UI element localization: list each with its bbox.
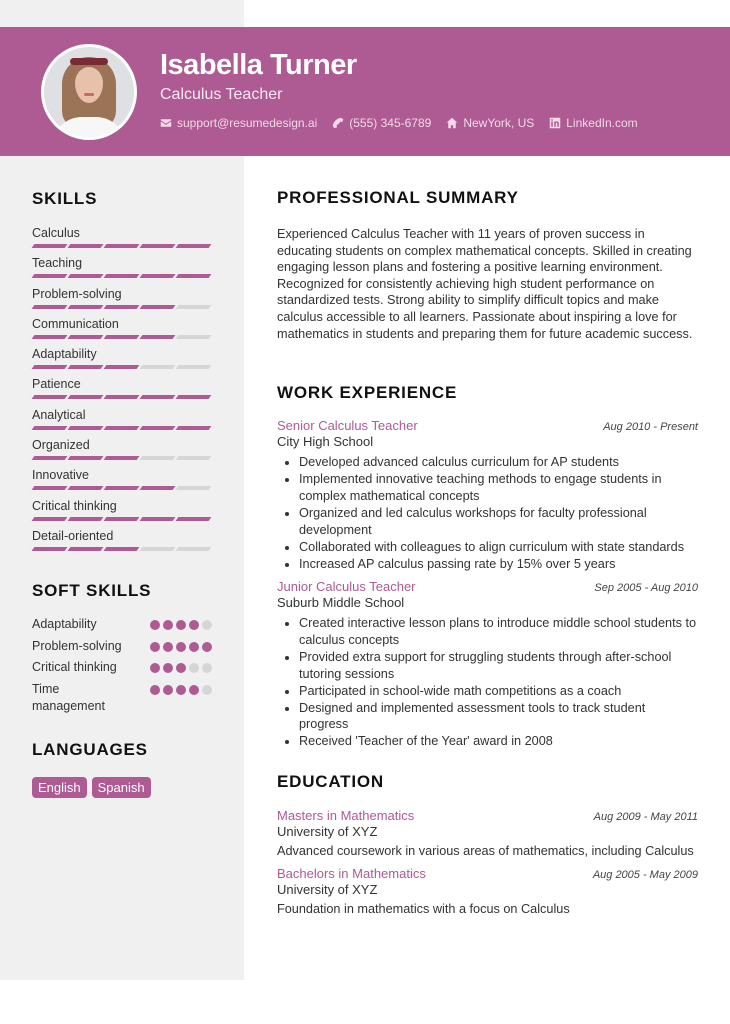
soft-skill-rating bbox=[150, 685, 212, 695]
rating-dot bbox=[176, 685, 186, 695]
rating-dot bbox=[150, 620, 160, 630]
rating-dot bbox=[189, 642, 199, 652]
summary-section bbox=[277, 188, 698, 342]
skill-level-segment bbox=[32, 365, 68, 369]
experience-heading: WORK EXPERIENCE bbox=[277, 383, 458, 403]
contact-phone-text: (555) 345-6789 bbox=[349, 116, 432, 130]
skill-level-segment bbox=[68, 517, 104, 521]
skill-level-segment bbox=[68, 456, 104, 460]
job-bullet: • Increased AP calculus passing rate by 15% over 5 years bbox=[299, 556, 698, 573]
language-badge: Spanish bbox=[92, 777, 151, 798]
skill-level-segment bbox=[176, 335, 212, 339]
job-dates: Sep 2005 - Aug 2010 bbox=[594, 582, 698, 595]
soft-skill-rating bbox=[150, 642, 212, 652]
education-section bbox=[277, 772, 698, 916]
rating-dot bbox=[189, 663, 199, 673]
skill-level-segment bbox=[140, 335, 176, 339]
job-bullet: • Collaborated with colleagues to align curriculum with state standards bbox=[299, 539, 698, 556]
soft-skill-item bbox=[32, 681, 212, 714]
skill-level-segment bbox=[176, 456, 212, 460]
contact-phone[interactable] bbox=[332, 116, 431, 130]
skill-level-segment bbox=[68, 365, 104, 369]
education-description: Advanced coursework in various areas of mathematics, including Calculus bbox=[277, 844, 694, 859]
rating-dot bbox=[150, 642, 160, 652]
job-bullet: • Developed advanced calculus curriculum for AP students bbox=[299, 454, 698, 471]
skill-item bbox=[32, 436, 212, 466]
skill-level-bar bbox=[33, 547, 212, 551]
skill-item bbox=[32, 466, 212, 496]
home-icon bbox=[446, 117, 458, 129]
skill-name: Detail-oriented bbox=[32, 528, 114, 543]
rating-dot bbox=[202, 642, 212, 652]
education-entry bbox=[277, 808, 698, 858]
contact-email[interactable] bbox=[160, 116, 317, 130]
skill-level-segment bbox=[176, 244, 212, 248]
skill-name: Teaching bbox=[32, 256, 83, 271]
soft-skills-list bbox=[32, 616, 212, 714]
skill-level-bar bbox=[33, 335, 212, 339]
school-name: University of XYZ bbox=[277, 882, 378, 898]
skill-level-bar bbox=[33, 274, 212, 278]
skill-item bbox=[32, 224, 212, 254]
skill-level-bar bbox=[33, 365, 212, 369]
skill-item bbox=[32, 375, 212, 405]
soft-skill-name: Time management bbox=[32, 682, 105, 714]
languages-heading: LANGUAGES bbox=[32, 740, 148, 759]
skill-level-segment bbox=[140, 305, 176, 309]
skills-heading: SKILLS bbox=[32, 189, 98, 208]
candidate-name: Isabella Turner bbox=[160, 49, 357, 81]
contact-email-text: support@resumedesign.ai bbox=[177, 116, 318, 130]
skill-level-segment bbox=[140, 274, 176, 278]
education-dates: Aug 2005 - May 2009 bbox=[592, 869, 698, 882]
skill-name: Organized bbox=[32, 438, 90, 453]
rating-dot bbox=[189, 620, 199, 630]
skill-level-segment bbox=[140, 517, 176, 521]
skill-level-segment bbox=[140, 547, 176, 551]
contact-linkedin-text: LinkedIn.com bbox=[566, 116, 638, 130]
skill-name: Communication bbox=[32, 316, 119, 331]
resume-header bbox=[0, 27, 730, 156]
job-bullets bbox=[277, 454, 698, 572]
phone-icon bbox=[332, 117, 344, 129]
skill-level-segment bbox=[104, 305, 140, 309]
skill-level-segment bbox=[32, 547, 68, 551]
contact-location bbox=[446, 116, 534, 130]
skill-level-segment bbox=[176, 395, 212, 399]
skill-item bbox=[32, 497, 212, 527]
skill-name: Patience bbox=[32, 377, 81, 392]
skill-level-bar bbox=[33, 305, 212, 309]
candidate-title: Calculus Teacher bbox=[160, 86, 283, 103]
job-bullet: • Implemented innovative teaching methods to engage students in complex mathematical concepts bbox=[299, 471, 698, 504]
rating-dot bbox=[189, 685, 199, 695]
job-title: Senior Calculus Teacher bbox=[277, 418, 418, 434]
soft-skill-item bbox=[32, 638, 212, 660]
contact-list bbox=[160, 116, 638, 130]
skill-level-segment bbox=[104, 244, 140, 248]
skill-level-segment bbox=[140, 244, 176, 248]
skill-level-segment bbox=[104, 335, 140, 339]
soft-skill-item bbox=[32, 659, 212, 681]
summary-text: Experienced Calculus Teacher with 11 years of proven success in educating students on complex mathematical concepts. Skilled in creating engaging lesson plans and fostering a positive learning environment. Recognized for consistently achieving high student performance on standardized tests. Strong ability to simplify difficult topics and make calculus accessible to all learners. Passionate about inspiring a love for mathematics in students and preparing them for future academic success. bbox=[277, 227, 693, 341]
skill-level-segment bbox=[32, 305, 68, 309]
language-badge: English bbox=[32, 777, 87, 798]
envelope-icon bbox=[160, 117, 172, 129]
skill-level-segment bbox=[104, 547, 140, 551]
skill-level-segment bbox=[140, 426, 176, 430]
skill-level-segment bbox=[104, 486, 140, 490]
language-list bbox=[32, 777, 151, 798]
skill-level-segment bbox=[32, 456, 68, 460]
skill-item bbox=[32, 254, 212, 284]
skill-level-segment bbox=[32, 335, 68, 339]
skill-level-segment bbox=[176, 426, 212, 430]
rating-dot bbox=[163, 685, 173, 695]
job-bullet: • Designed and implemented assessment tools to track student progress bbox=[299, 700, 698, 733]
skill-name: Calculus bbox=[32, 226, 80, 240]
languages-section bbox=[32, 740, 151, 798]
soft-skill-name: Adaptability bbox=[32, 617, 97, 631]
skill-item bbox=[32, 345, 212, 375]
job-dates: Aug 2010 - Present bbox=[603, 421, 698, 434]
skill-level-segment bbox=[32, 395, 68, 399]
rating-dot bbox=[202, 663, 212, 673]
skill-level-segment bbox=[104, 426, 140, 430]
job-organization: Suburb Middle School bbox=[277, 595, 405, 611]
skill-name: Critical thinking bbox=[32, 498, 117, 513]
rating-dot bbox=[163, 663, 173, 673]
skill-level-segment bbox=[140, 456, 176, 460]
job-title: Junior Calculus Teacher bbox=[277, 579, 416, 595]
skill-level-segment bbox=[68, 305, 104, 309]
skill-name: Analytical bbox=[32, 407, 86, 422]
soft-skills-section bbox=[32, 581, 212, 714]
rating-dot bbox=[150, 685, 160, 695]
skill-level-segment bbox=[104, 274, 140, 278]
soft-skills-heading: SOFT SKILLS bbox=[32, 581, 152, 600]
skill-level-segment bbox=[32, 274, 68, 278]
skill-level-segment bbox=[176, 486, 212, 490]
rating-dot bbox=[150, 663, 160, 673]
soft-skill-rating bbox=[150, 620, 212, 630]
skill-level-bar bbox=[33, 426, 212, 430]
skills-list bbox=[32, 224, 212, 557]
experience-section bbox=[277, 383, 698, 750]
skill-level-segment bbox=[140, 486, 176, 490]
skill-item bbox=[32, 527, 212, 557]
job-bullet: • Organized and led calculus workshops for faculty professional development bbox=[299, 505, 698, 538]
skill-level-segment bbox=[176, 274, 212, 278]
skill-level-segment bbox=[176, 547, 212, 551]
skill-level-bar bbox=[33, 244, 212, 248]
skill-level-segment bbox=[176, 517, 212, 521]
contact-linkedin[interactable] bbox=[549, 116, 637, 130]
profile-photo bbox=[44, 47, 134, 137]
rating-dot bbox=[176, 620, 186, 630]
summary-heading: PROFESSIONAL SUMMARY bbox=[277, 188, 519, 207]
education-dates: Aug 2009 - May 2011 bbox=[593, 811, 698, 824]
main-content bbox=[277, 188, 698, 916]
avatar bbox=[41, 44, 137, 140]
skill-level-segment bbox=[68, 547, 104, 551]
skill-item bbox=[32, 315, 212, 345]
education-heading: EDUCATION bbox=[277, 772, 384, 792]
soft-skill-name: Problem-solving bbox=[32, 638, 122, 653]
skill-level-segment bbox=[68, 335, 104, 339]
degree-title: Bachelors in Mathematics bbox=[277, 866, 426, 882]
skill-level-bar bbox=[33, 395, 212, 399]
degree-title: Masters in Mathematics bbox=[277, 808, 415, 824]
skill-level-segment bbox=[104, 456, 140, 460]
soft-skill-item bbox=[32, 616, 212, 638]
skill-level-segment bbox=[104, 517, 140, 521]
skill-level-bar bbox=[33, 456, 212, 460]
skill-level-segment bbox=[32, 486, 68, 490]
skill-level-bar bbox=[33, 486, 212, 490]
skill-level-bar bbox=[33, 517, 212, 521]
skill-level-segment bbox=[68, 395, 104, 399]
skill-level-segment bbox=[140, 395, 176, 399]
skill-level-segment bbox=[32, 244, 68, 248]
job-entry bbox=[277, 418, 698, 572]
skill-level-segment bbox=[68, 274, 104, 278]
rating-dot bbox=[202, 685, 212, 695]
education-entry bbox=[277, 866, 698, 916]
skill-name: Innovative bbox=[32, 468, 89, 483]
job-bullet: • Participated in school-wide math competitions as a coach bbox=[299, 683, 698, 700]
skill-level-segment bbox=[104, 395, 140, 399]
skills-section bbox=[32, 189, 212, 557]
skill-level-segment bbox=[68, 486, 104, 490]
skill-level-segment bbox=[140, 365, 176, 369]
skill-level-segment bbox=[176, 305, 212, 309]
skill-item bbox=[32, 406, 212, 436]
skill-level-segment bbox=[68, 426, 104, 430]
job-bullets bbox=[277, 615, 698, 750]
rating-dot bbox=[163, 620, 173, 630]
rating-dot bbox=[202, 620, 212, 630]
skill-name: Adaptability bbox=[32, 347, 97, 362]
soft-skill-rating bbox=[150, 663, 212, 673]
soft-skill-name: Critical thinking bbox=[32, 660, 117, 675]
skill-level-segment bbox=[176, 365, 212, 369]
skill-level-segment bbox=[68, 244, 104, 248]
education-description: Foundation in mathematics with a focus on Calculus bbox=[277, 902, 570, 917]
contact-location-text: NewYork, US bbox=[463, 116, 535, 130]
job-organization: City High School bbox=[277, 434, 374, 450]
job-bullet: • Provided extra support for struggling students through after-school tutoring sessions bbox=[299, 649, 698, 682]
job-bullet: • Created interactive lesson plans to introduce middle school students to calculus concepts bbox=[299, 615, 698, 648]
skill-item bbox=[32, 285, 212, 315]
skill-level-segment bbox=[32, 517, 68, 521]
school-name: University of XYZ bbox=[277, 824, 378, 840]
rating-dot bbox=[163, 642, 173, 652]
skill-level-segment bbox=[32, 426, 68, 430]
linkedin-icon bbox=[549, 117, 561, 129]
skill-name: Problem-solving bbox=[32, 286, 122, 301]
rating-dot bbox=[176, 642, 186, 652]
job-entry bbox=[277, 579, 698, 750]
job-bullet: • Received 'Teacher of the Year' award in 2008 bbox=[299, 733, 698, 750]
rating-dot bbox=[176, 663, 186, 673]
skill-level-segment bbox=[104, 365, 140, 369]
